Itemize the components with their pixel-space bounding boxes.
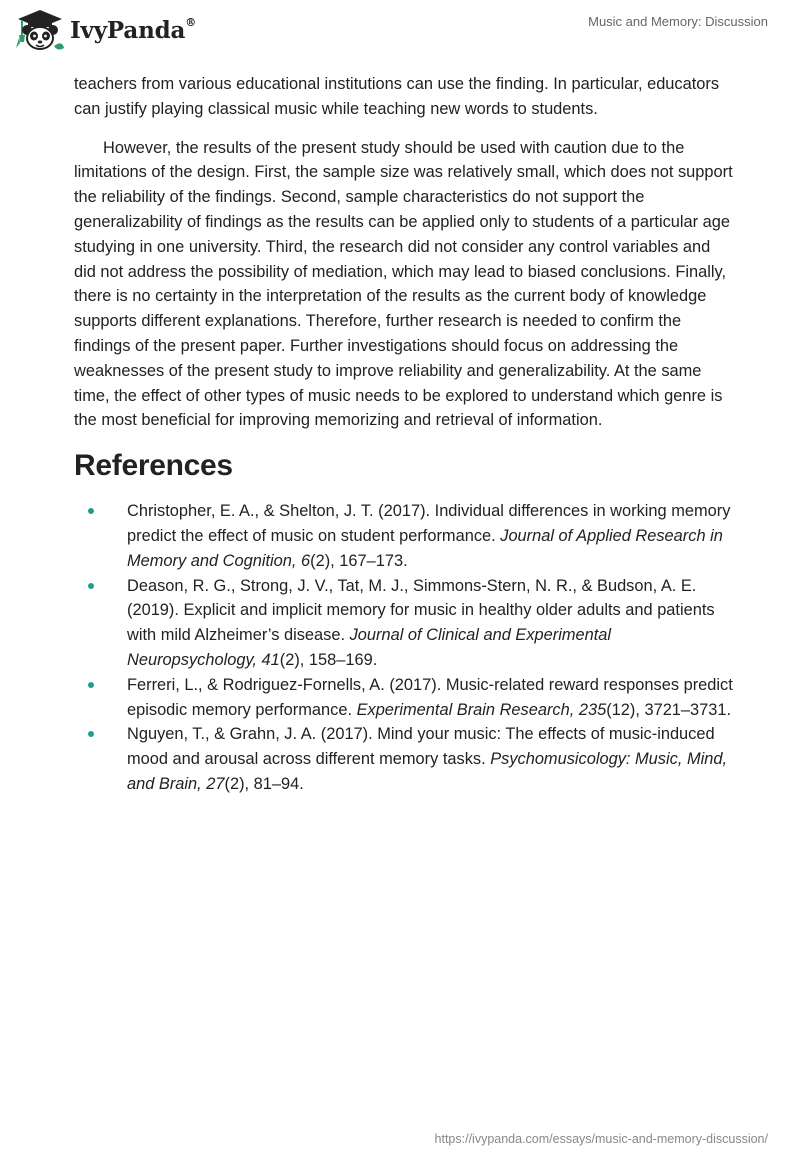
ivypanda-logo[interactable] bbox=[14, 8, 196, 52]
panda-graduation-cap-icon bbox=[14, 8, 66, 52]
document-title: Music and Memory: Discussion bbox=[588, 14, 768, 29]
reference-tail: (12), 3721–3731. bbox=[606, 700, 732, 719]
reference-item bbox=[74, 722, 734, 796]
reference-tail: (2), 81–94. bbox=[224, 774, 304, 793]
bullet-icon bbox=[88, 682, 94, 688]
reference-journal: Psychomusicology: Music, Mind, and Brain, 27 bbox=[127, 750, 728, 793]
bullet-icon bbox=[88, 508, 94, 514]
brand-name: IvyPanda® bbox=[70, 15, 196, 44]
reference-list bbox=[74, 499, 734, 797]
reference-item bbox=[74, 574, 734, 673]
reference-item bbox=[74, 673, 734, 723]
page-header bbox=[0, 0, 800, 70]
body-paragraph: However, the results of the present study should be used with caution due to the limitations of the design. First, the sample size was relatively small, which does not support the reliability of the findings. Second, sample characteristics do not support the generalizability of findings as the results can be applied only to students of a particular age studying in one university. Third, the research did not consider any control variables and did not address the possibility of mediation, which may lead to biased conclusions. Finally, there is no certainty in the interpretation of the results as the current body of knowledge supports different explanations. Therefore, further research is needed to confirm the findings of the present paper. Further investigations should focus on addressing the weaknesses of the present study to improve reliability and generalizability. At the same time, the effect of other types of music needs to be explored to understand which genre is the most beneficial for improving memorizing and retrieval of information. bbox=[74, 138, 733, 430]
reference-journal: Journal of Applied Research in Memory and Cognition, 6 bbox=[127, 526, 723, 570]
essay-content bbox=[74, 72, 734, 797]
reference-journal: Experimental Brain Research, 235 bbox=[356, 700, 607, 719]
reference-tail: (2), 167–173. bbox=[310, 551, 408, 570]
references-heading: References bbox=[74, 449, 233, 483]
reference-tail: (2), 158–169. bbox=[279, 650, 378, 669]
registered-mark: ® bbox=[185, 15, 196, 29]
source-url-link[interactable]: https://ivypanda.com/essays/music-and-memory-discussion/ bbox=[434, 1132, 768, 1146]
reference-journal: Journal of Clinical and Experimental Neuropsychology, 41 bbox=[127, 626, 612, 669]
bullet-icon bbox=[88, 731, 94, 737]
bullet-icon bbox=[88, 583, 94, 589]
reference-authors: Ferreri, L., & Rodriguez-Fornells, A. (2017). Music-related reward responses predict episodic memory performance. bbox=[127, 675, 733, 719]
reference-authors: Christopher, E. A., & Shelton, J. T. (2017). Individual differences in working memory predict the effect of music on student performance. bbox=[127, 502, 731, 545]
reference-authors: Nguyen, T., & Grahn, J. A. (2017). Mind your music: The effects of music-induced mood and arousal across different memory tasks. bbox=[127, 725, 715, 769]
reference-item bbox=[74, 499, 734, 573]
body-paragraph: teachers from various educational institutions can use the finding. In particular, educators can justify playing classical music while teaching new words to students. bbox=[74, 75, 720, 118]
reference-authors: Deason, R. G., Strong, J. V., Tat, M. J., Simmons-Stern, N. R., & Budson, A. E. (2019). Explicit and implicit memory for music in healthy older adults and patients with mild Alzheimer’s disease. bbox=[127, 576, 715, 645]
